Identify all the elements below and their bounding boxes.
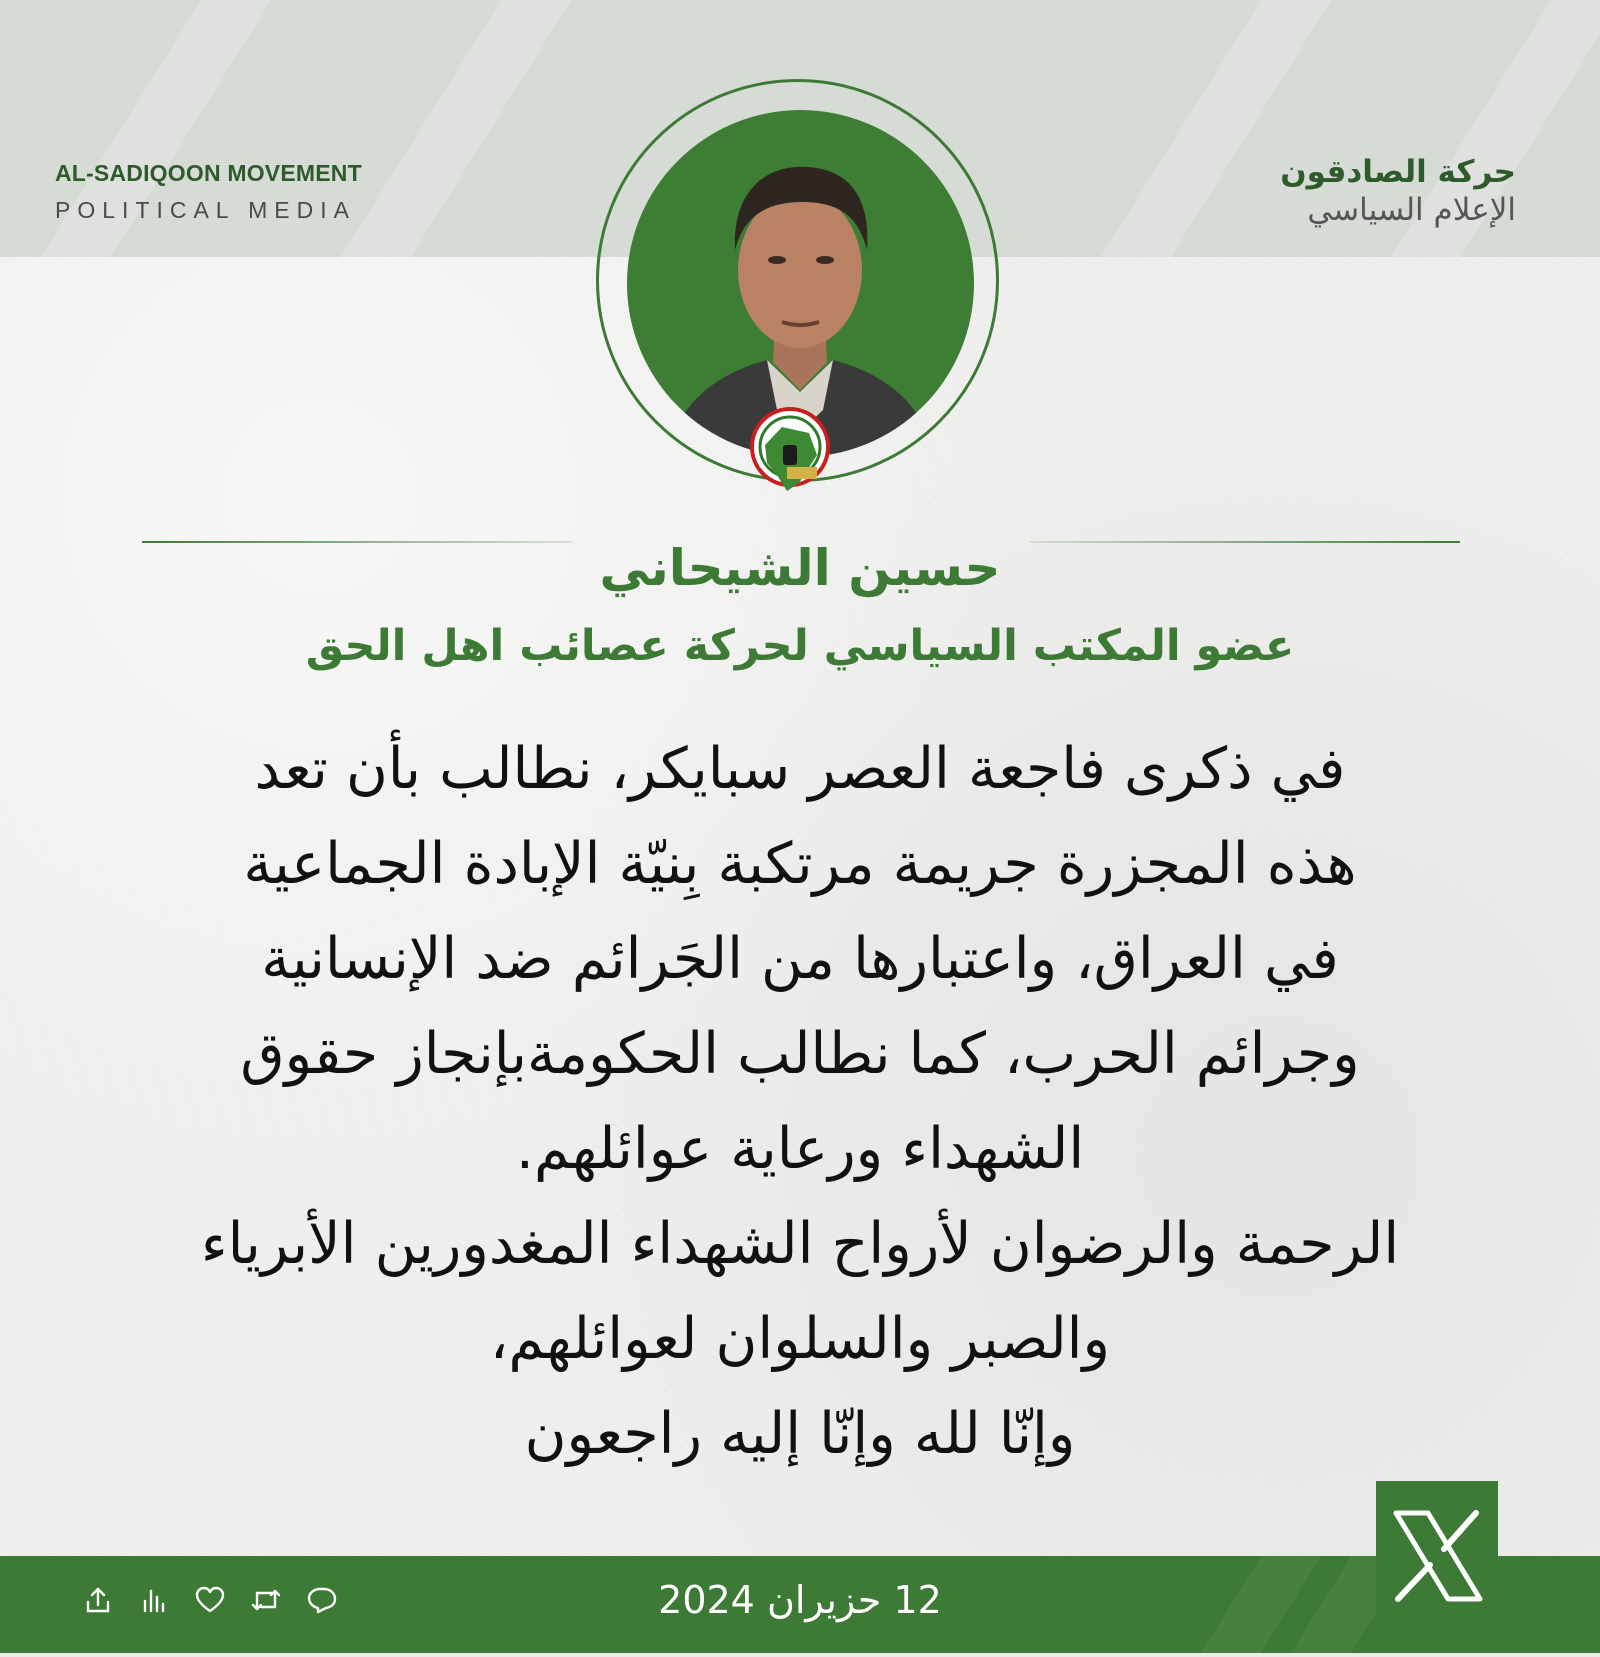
statement-line: والصبر والسلوان لعوائلهم،	[489, 1306, 1111, 1372]
views-icon	[139, 1585, 169, 1615]
x-logo-icon	[1376, 1481, 1498, 1653]
statement-line: الشهداء ورعاية عوائلهم.	[515, 1116, 1085, 1182]
brand-name-en: AL-SADIQOON MOVEMENT	[55, 160, 362, 186]
retweet-button[interactable]	[248, 1582, 284, 1618]
views-button[interactable]	[136, 1582, 172, 1618]
reply-icon	[306, 1585, 338, 1615]
brand-name-ar: حركة الصادقون	[1280, 154, 1516, 190]
statement-line: الرحمة والرضوان لأرواح الشهداء المغدورين الأبرياء	[200, 1211, 1400, 1277]
brand-subtitle-en: POLITICAL MEDIA	[55, 197, 356, 223]
brand-english	[55, 160, 362, 224]
party-logo-icon	[747, 405, 833, 501]
share-icon	[83, 1585, 113, 1615]
person-name: حسين الشيحاني	[599, 539, 1001, 597]
person-role: عضو المكتب السياسي لحركة عصائب اهل الحق	[305, 621, 1295, 671]
statement-line: وجرائم الحرب، كما نطالب الحكومةبإنجاز حقوق	[240, 1021, 1360, 1087]
like-button[interactable]	[192, 1582, 228, 1618]
statement-line: وإنّا لله وإنّا إليه راجعون	[524, 1401, 1076, 1467]
brand-subtitle-ar: الإعلام السياسي	[1307, 192, 1516, 228]
statement-line: هذه المجزرة جريمة مرتكبة بِنيّة الإبادة الجماعية	[243, 831, 1357, 897]
x-logo-box[interactable]	[1376, 1481, 1498, 1653]
statement-text	[100, 722, 1500, 1482]
reply-button[interactable]	[304, 1582, 340, 1618]
share-button[interactable]	[80, 1582, 116, 1618]
retweet-icon	[249, 1585, 283, 1615]
statement-line: في ذكرى فاجعة العصر سبايكر، نطالب بأن تعد	[254, 736, 1346, 802]
like-icon	[194, 1585, 226, 1615]
statement-line: في العراق، واعتبارها من الجَرائم ضد الإنسانية	[261, 926, 1339, 992]
post-date: 12 حزيران 2024	[658, 1578, 942, 1622]
post-actions	[80, 1582, 340, 1618]
brand-arabic	[1280, 154, 1516, 228]
